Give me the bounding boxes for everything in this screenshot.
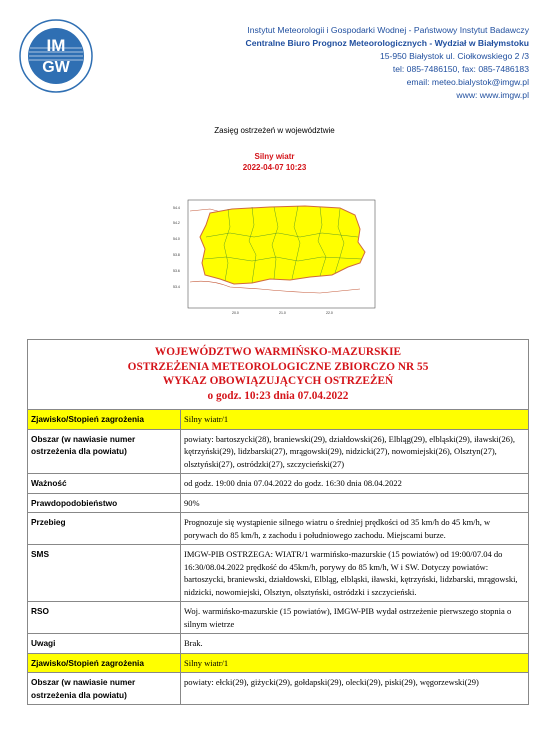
row-value: powiaty: ełcki(29), giżycki(29), gołdapski(29), olecki(29), piski(29), węgorzewski(29): [181, 673, 529, 705]
row-label: SMS: [28, 545, 181, 602]
map-y-tick: 54.2: [173, 221, 180, 225]
map-x-tick: 21.0: [279, 311, 286, 315]
row-value: IMGW-PIB OSTRZEGA: WIATR/1 warmińsko-mazurskie (15 powiatów) od 19:00/07.04 do 16:30/08.04.2022 prędkość do 45km/h, porywy do 85 km/h, W i SW. Dotyczy powiatów: bartoszycki, braniewski, działdowski, Elbląg, elbląski, iławski, kętrzyński, lidzbarski, mrągowski, nidzicki, nowomiejski, Olsztyn, olsztyński, ostródzki i szczycieński.: [181, 545, 529, 602]
row-value: powiaty: bartoszycki(28), braniewski(29), działdowski(26), Elbląg(29), elbląski(29), iławski(26), kętrzyński(29), lidzbarski(27), mrągowski(29), nidzicki(27), nowomiejski(26), Olsztyn(27), olsztyński(27), ostródzki(27), szczycieński(27): [181, 429, 529, 474]
table-row: [28, 602, 529, 634]
row-value: Silny wiatr/1: [181, 653, 529, 673]
row-label: Obszar (w nawiasie numer ostrzeżenia dla powiatu): [28, 673, 181, 705]
bulletin-heading: [28, 340, 529, 410]
bureau-name: Centralne Biuro Prognoz Meteorologicznych - Wydział w Białymstoku: [245, 38, 529, 49]
address: 15-950 Białystok ul. Ciołkowskiego 2 /3: [379, 51, 529, 62]
row-value: Woj. warmińsko-mazurskie (15 powiatów), IMGW-PIB wydał ostrzeżenie pierwszego stopnia o silnym wietrze: [181, 602, 529, 634]
table-row: [28, 634, 529, 654]
table-row: [28, 429, 529, 474]
warning-name: Silny wiatr: [254, 152, 295, 161]
row-value: od godz. 19:00 dnia 07.04.2022 do godz. 16:30 dnia 08.04.2022: [181, 474, 529, 494]
row-label: RSO: [28, 602, 181, 634]
table-row: [28, 493, 529, 513]
warnings-table: [27, 339, 529, 705]
map-y-tick: 54.0: [173, 237, 180, 241]
institute-header: [246, 24, 529, 103]
map-y-tick: 53.6: [173, 269, 180, 273]
heading-line: OSTRZEŻENIA METEOROLOGICZNE ZBIORCZO NR 55: [127, 360, 429, 373]
row-label: Przebieg: [28, 513, 181, 545]
warning-datetime: 2022-04-07 10:23: [242, 163, 307, 172]
map-y-tick: 53.8: [173, 253, 180, 257]
map-y-tick: 54.4: [173, 206, 180, 210]
heading-line: WYKAZ OBOWIĄZUJĄCYCH OSTRZEŻEŃ: [162, 375, 394, 387]
warning-map: [170, 197, 380, 319]
row-label: Zjawisko/Stopień zagrożenia: [28, 653, 181, 673]
row-value: 90%: [181, 493, 529, 513]
map-y-tick: 53.4: [173, 285, 180, 289]
row-value: Brak.: [181, 634, 529, 654]
row-label: Uwagi: [28, 634, 181, 654]
table-row: [28, 513, 529, 545]
phone-fax: tel: 085-7486150, fax: 085-7486183: [392, 64, 529, 75]
heading-line: o godz. 10:23 dnia 07.04.2022: [207, 389, 349, 402]
row-label: Ważność: [28, 474, 181, 494]
table-row: [28, 673, 529, 705]
logo-text-bottom: GW: [42, 59, 70, 76]
email: email: meteo.bialystok@imgw.pl: [406, 77, 529, 88]
row-label: Prawdopodobieństwo: [28, 493, 181, 513]
map-section-title: Zasięg ostrzeżeń w województwie: [214, 126, 335, 135]
table-row: [28, 474, 529, 494]
table-row: [28, 410, 529, 430]
row-value: Silny wiatr/1: [181, 410, 529, 430]
imgw-logo: [18, 18, 94, 94]
map-x-tick: 22.0: [326, 311, 333, 315]
row-value: Prognozuje się wystąpienie silnego wiatru o średniej prędkości od 35 km/h do 45 km/h, w porywach do 85 km/h, z zachodu i południowego zachodu. Miejscami burze.: [181, 513, 529, 545]
table-row: [28, 545, 529, 602]
heading-line: WOJEWÓDZTWO WARMIŃSKO-MAZURSKIE: [154, 346, 402, 358]
row-label: Obszar (w nawiasie numer ostrzeżenia dla powiatu): [28, 429, 181, 474]
map-x-tick: 20.0: [232, 311, 239, 315]
row-label: Zjawisko/Stopień zagrożenia: [28, 410, 181, 430]
logo-text-top: IM: [46, 36, 66, 55]
table-row: [28, 653, 529, 673]
institute-name: Instytut Meteorologii i Gospodarki Wodnej - Państwowy Instytut Badawczy: [247, 25, 529, 35]
website: www: www.imgw.pl: [456, 90, 529, 101]
